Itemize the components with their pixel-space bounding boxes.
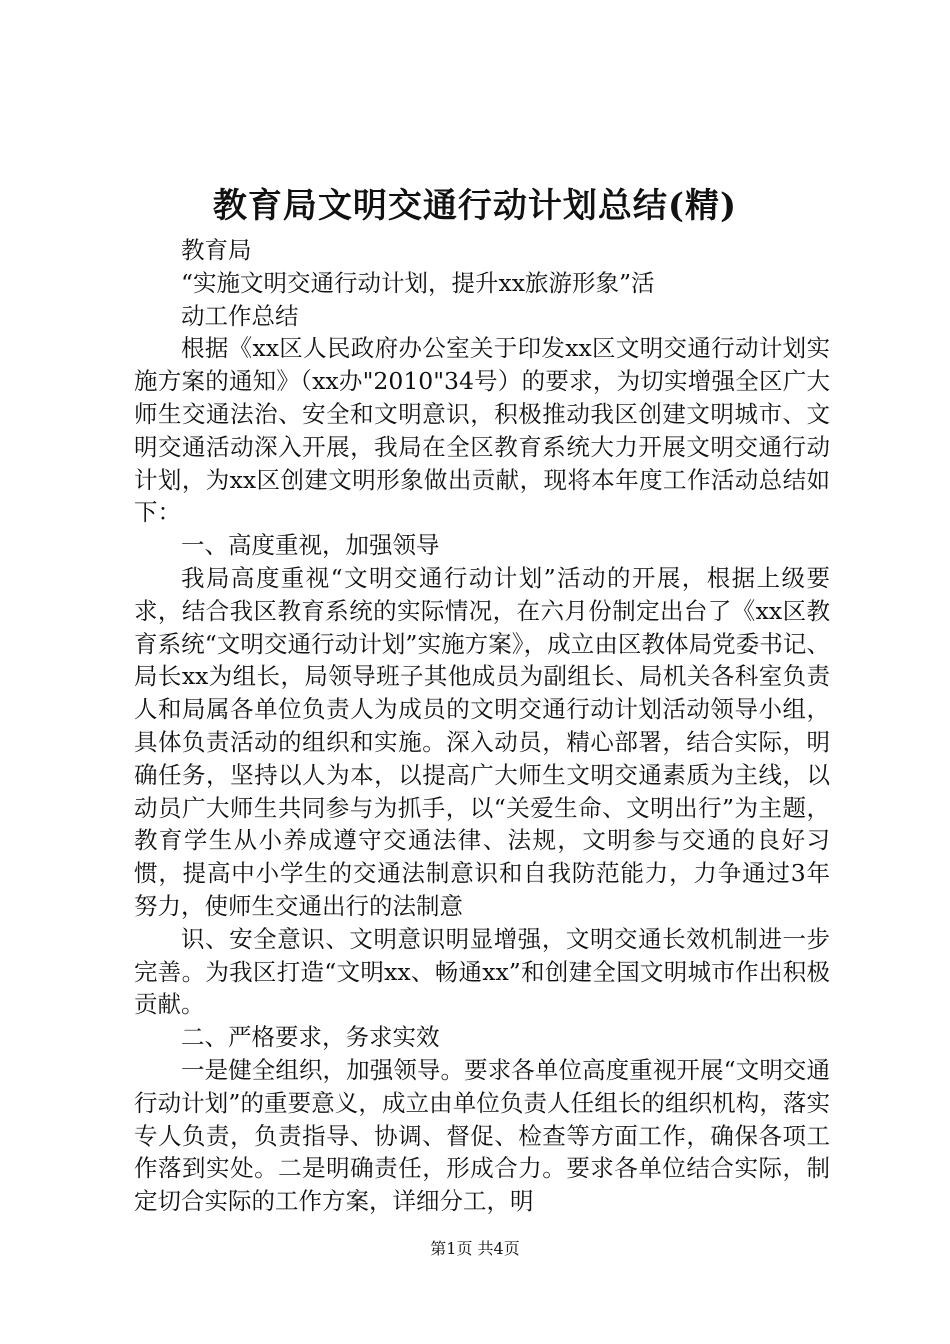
paragraph-section2-body: 一是健全组织，加强领导。要求各单位高度重视开展“文明交通行动计划”的重要意义，成立由单位负责人任组长的组织机构，落实专人负责，负责指导、协调、督促、检查等方面工作，确保各项工作落到实处。二是明确责任，形成合力。要求各单位结合实际，制定切合实际的工作方案，详细分工，明	[134, 1055, 830, 1216]
document-body	[134, 234, 830, 1218]
paragraph-section1-body: 我局高度重视“文明交通行动计划”活动的开展，根据上级要求，结合我区教育系统的实际情况，在六月份制定出台了《xx区教育系统“文明交通行动计划”实施方案》，成立由区教体局党委书记、局长xx为组长，局领导班子其他成员为副组长、局机关各科室负责人和局属各单位负责人为成员的文明交通行动计划活动领导小组，具体负责活动的组织和实施。深入动员，精心部署，结合实际，明确任务，坚持以人为本，以提高广大师生文明交通素质为主线，以动员广大师生共同参与为抓手，以“关爱生命、文明出行”为主题，教育学生从小养成遵守交通法律、法规，文明参与交通的良好习惯，提高中小学生的交通法制意识和自我防范能力，力争通过3年努力，使师生交通出行的法制意	[134, 563, 830, 920]
paragraph-subtitle-line2: 动工作总结	[181, 301, 299, 330]
section-heading-2: 二、严格要求，务求实效	[181, 1023, 440, 1052]
paragraph-section1-continued: 识、安全意识、文明意识明显增强，文明交通长效机制进一步完善。为我区打造“文明xx、畅通xx”和创建全国文明城市作出积极贡献。	[134, 924, 830, 1019]
paragraph-intro: 根据《xx区人民政府办公室关于印发xx区文明交通行动计划实施方案的通知》（xx办"2010"34号）的要求，为切实增强全区广大师生交通法治、安全和文明意识，积极推动我区创建文明城市、文明交通活动深入开展，我局在全区教育系统大力开展文明交通行动计划，为xx区创建文明形象做出贡献，现将本年度工作活动总结如下：	[134, 334, 830, 527]
paragraph-subtitle-line1: “实施文明交通行动计划，提升xx旅游形象”活	[181, 268, 655, 297]
paragraph-org: 教育局	[181, 236, 252, 264]
page-footer: 第1页 共4页	[430, 1239, 520, 1258]
section-heading-1: 一、高度重视，加强领导	[181, 531, 440, 560]
document-title: 教育局文明交通行动计划总结(精)	[212, 186, 738, 226]
